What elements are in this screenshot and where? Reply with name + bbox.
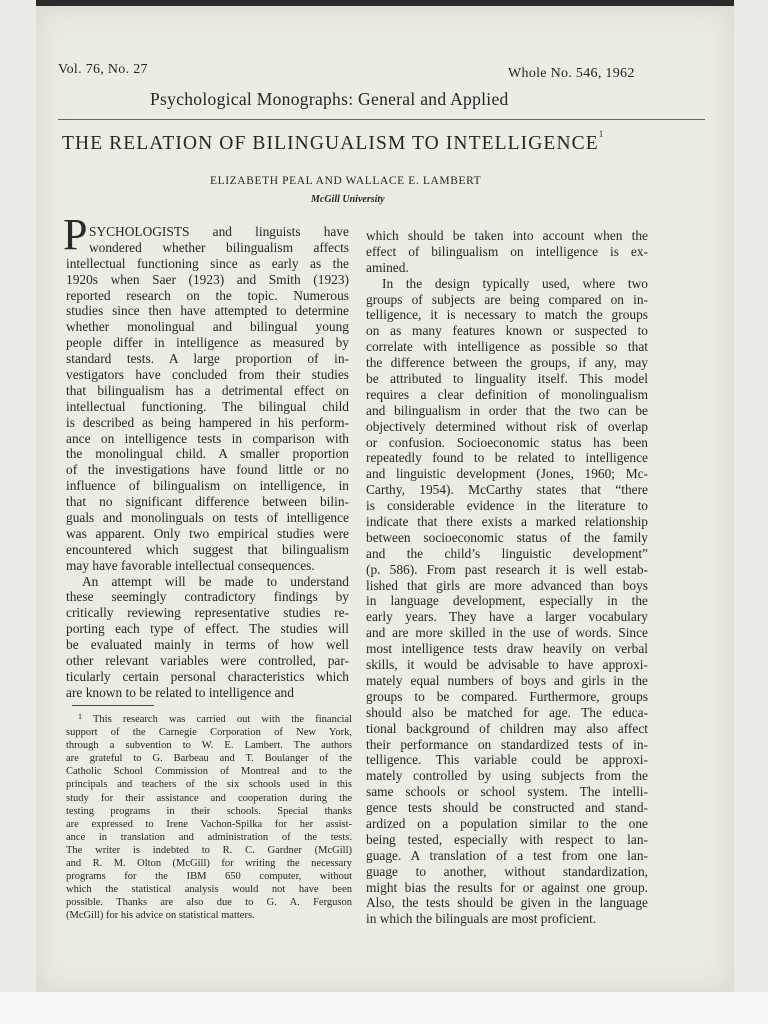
right-line: In the design typically used, where two <box>382 275 648 291</box>
left-line: is described as being hampered in his perform- <box>66 414 349 430</box>
right-line: Also, the tests should be given in the language <box>366 895 648 911</box>
left-line: the monolingual child. A smaller proportion <box>66 446 349 462</box>
right-line: is considerable evidence in the literature to <box>366 498 648 514</box>
right-line: on as many features known or suspected to <box>366 323 648 339</box>
left-line: reported research on the topic. Numerous <box>66 287 349 303</box>
volume-number: Vol. 76, No. 27 <box>58 62 148 77</box>
left-line: are known to be related to intelligence and <box>66 684 294 700</box>
footnote-rule <box>72 705 154 706</box>
left-line: porting each type of effect. The studies will <box>66 621 349 637</box>
left-line: of the investigations have found little or no <box>66 462 349 478</box>
right-line: should also be matched for age. The educa- <box>366 704 648 720</box>
article-title <box>62 128 605 155</box>
left-line: was apparent. Only two empirical studies were <box>66 525 349 541</box>
right-line: effect of bilingualism on intelligence is ex- <box>366 243 648 259</box>
first-line-rest: and linguists have <box>212 224 349 239</box>
article-authors: ELIZABETH PEAL AND WALLACE E. LAMBERT <box>210 175 482 187</box>
right-line: ardized on a population similar to the one <box>366 815 648 831</box>
left-body-lines <box>66 256 349 701</box>
left-line: that bilingualism has a detrimental effect on <box>66 382 349 398</box>
right-line: the difference between the groups, if any, may <box>366 355 648 371</box>
right-line: most intelligence tests draw heavily on verbal <box>366 641 648 657</box>
footnote-line: ance in translation and administration of the tests. <box>66 831 352 843</box>
right-line: groups of subjects are being compared on in- <box>366 291 648 307</box>
left-line: 1920s when Saer (1923) and Smith (1923) <box>66 271 349 287</box>
right-line: in language development, especially in the <box>366 593 648 609</box>
photo-right-margin <box>734 0 768 1024</box>
left-line: intellectual functioning since as early as the <box>66 255 349 271</box>
left-line: ticularly certain personal characteristics which <box>66 668 349 684</box>
author-affiliation: McGill University <box>311 194 385 205</box>
footnote-lines <box>66 713 352 923</box>
footnote <box>66 713 352 923</box>
header-rule <box>58 119 705 120</box>
right-line: be attributed to linguality itself. This model <box>366 371 648 387</box>
right-line: and linguistic development (Jones, 1960; Mc- <box>366 466 648 482</box>
right-line: Carthy, 1954). McCarthy states that “there <box>366 482 648 498</box>
left-line: wondered whether bilingualism affects <box>89 239 349 255</box>
footnote-line: The writer is indebted to R. C. Gardner (McGill) <box>66 844 352 856</box>
left-line: studies since then have attempted to determine <box>66 303 349 319</box>
footnote-line <box>66 713 352 726</box>
footnote-line: are grateful to G. Barbeau and T. Boulanger of the <box>66 753 352 765</box>
title-text: THE RELATION OF BILINGUALISM TO INTELLIGENCE <box>62 133 599 154</box>
footnote-text: This research was carried out with the financial <box>93 714 352 725</box>
right-line: their performance on standardized tests of in- <box>366 736 648 752</box>
left-line: whether monolingual and bilingual young <box>66 319 349 335</box>
footnote-line: study for their assistance and cooperation during the <box>66 792 352 804</box>
photo-left-margin <box>0 0 36 1024</box>
right-line: groups to be compared. Furthermore, groups <box>366 688 648 704</box>
footnote-line: testing programs in their schools. Special thanks <box>66 805 352 817</box>
left-line: standard tests. A large proportion of in- <box>66 351 349 367</box>
right-line: same schools or school system. The intelli- <box>366 784 648 800</box>
right-line: or confusion. Socioeconomic status has been <box>366 434 648 450</box>
right-line: telligence, it is necessary to match the groups <box>366 307 648 323</box>
left-column <box>66 224 349 701</box>
left-line: vestigators have concluded from their studies <box>66 367 349 383</box>
right-line: early years. They have a larger vocabulary <box>366 609 648 625</box>
drop-cap: P <box>63 210 88 259</box>
footnote-line: and R. M. Olton (McGill) for writing the necessary <box>66 858 352 870</box>
right-line: and are more skilled in the use of words. Since <box>366 625 648 641</box>
right-line: mately equal numbers of boys and girls in the <box>366 672 648 688</box>
right-line: and the child’s linguistic development” <box>366 545 648 561</box>
right-line: guage to another, without standardization, <box>366 863 648 879</box>
left-line: guals and monolinguals on tests of intelligence <box>66 510 349 526</box>
right-line: correlate with intelligence as possible so that <box>366 339 648 355</box>
left-line: influence of bilingualism on intelligence, in <box>66 478 349 494</box>
left-line: ance on intelligence tests in comparison with <box>66 430 349 446</box>
right-line: amined. <box>366 259 409 275</box>
footnote-line: possible. Thanks are also due to G. A. Ferguson <box>66 897 352 909</box>
right-line: lished that girls are more advanced than boys <box>366 577 648 593</box>
left-line: intellectual functioning. The bilingual child <box>66 398 349 414</box>
right-line: and bilingualism in order that the two can be <box>366 402 648 418</box>
title-footnote-mark: 1 <box>598 128 605 139</box>
footnote-line: programs for the IBM 650 computer, without <box>66 871 352 883</box>
footnote-line: principals and teachers of the six schools used in this <box>66 779 352 791</box>
left-line: encountered which suggest that bilingualism <box>66 541 349 557</box>
right-line: might bias the results for or against one group. <box>366 879 648 895</box>
right-line: mately controlled by using subjects from the <box>366 768 648 784</box>
footnote-line: are expressed to Irene Vachon-Spilka for her assist- <box>66 818 352 830</box>
photo-bottom-margin <box>0 992 768 1024</box>
right-line: indicate that there exists a marked relationship <box>366 514 648 530</box>
footnote-line: Catholic School Commission of Montreal and to the <box>66 766 352 778</box>
footnote-line: support of the Carnegie Corporation of New York, <box>66 727 352 739</box>
right-line: (p. 586). From past research it is well estab- <box>366 561 648 577</box>
right-line: repeatedly found to be related to intelligence <box>366 450 648 466</box>
left-first-line <box>66 224 349 240</box>
right-line: gence tests should be constructed and stand- <box>366 800 648 816</box>
right-line: guage. A translation of a test from one lan- <box>366 847 648 863</box>
right-line: requires a clear definition of monolingualism <box>366 386 648 402</box>
footnote-line: through a subvention to W. E. Lambert. The authors <box>66 740 352 752</box>
right-body-lines <box>366 228 648 927</box>
left-line: be evaluated mainly in terms of how well <box>66 637 349 653</box>
whole-number: Whole No. 546, 1962 <box>508 66 635 81</box>
left-line: other relevant variables were controlled, par- <box>66 653 349 669</box>
right-line: tional background of children may also affect <box>366 720 648 736</box>
left-line: critically reviewing representative studies re- <box>66 605 349 621</box>
left-line: these seemingly contradictory findings by <box>66 589 349 605</box>
right-line: being tested, especially with respect to lan- <box>366 831 648 847</box>
footnote-mark: 1 <box>78 712 82 721</box>
left-line: An attempt will be made to understand <box>82 573 349 589</box>
right-line: between socioeconomic status of the family <box>366 529 648 545</box>
left-line: that no significant difference between bilin- <box>66 494 349 510</box>
footnote-line: (McGill) for his advice on statistical matters. <box>66 910 255 922</box>
left-line: may have favorable intellectual consequences. <box>66 557 315 573</box>
journal-name: Psychological Monographs: General and Applied <box>150 89 509 109</box>
right-line: which should be taken into account when the <box>366 228 648 243</box>
right-line: objectively determined without risk of overlap <box>366 418 648 434</box>
right-line: skills, it would be advisable to have approxi- <box>366 657 648 673</box>
footnote-line: which the statistical analysis would not have been <box>66 884 352 896</box>
right-line: in which the bilinguals are most proficient. <box>366 911 597 927</box>
right-column <box>366 228 648 927</box>
left-line: people differ in intelligence as measured by <box>66 335 349 351</box>
first-word: SYCHOLOGISTS <box>89 224 190 239</box>
right-line: telligence. This variable could be approxi- <box>366 752 648 768</box>
